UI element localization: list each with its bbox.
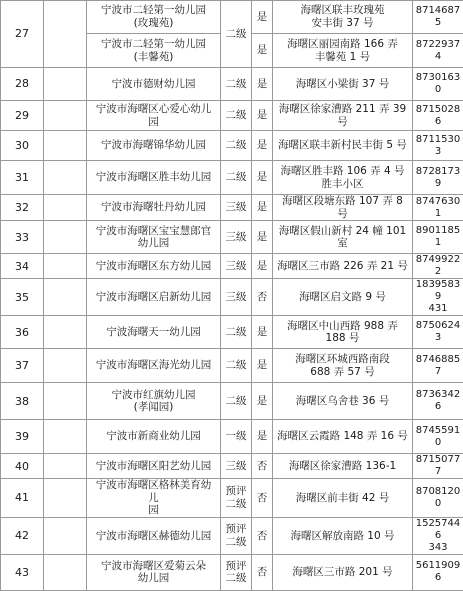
address: 海曙区解放南路 10 号 xyxy=(273,517,413,554)
inclusive-flag: 是 xyxy=(252,316,273,349)
row-number: 43 xyxy=(1,554,44,590)
row-number: 35 xyxy=(1,279,44,316)
table-row xyxy=(1,254,463,279)
kindergarten-name: 宁波市二轻第一幼儿园 (玫瑰苑) xyxy=(87,1,221,34)
kindergarten-level: 三级 xyxy=(221,221,252,254)
kindergarten-name: 宁波市海曙区胜丰幼儿园 xyxy=(87,161,221,195)
phone-number: 87146875 xyxy=(413,1,463,34)
phone-number: 87150777 xyxy=(413,454,463,479)
phone-number: 87499222 xyxy=(413,254,463,279)
address: 海曙区段塘东路 107 弄 8 号 xyxy=(273,195,413,221)
table-row xyxy=(1,316,463,349)
address: 海曙区环城西路南段 688 弄 57 号 xyxy=(273,349,413,383)
table-row xyxy=(1,131,463,161)
blank-column xyxy=(44,554,87,590)
row-number: 38 xyxy=(1,383,44,420)
inclusive-flag: 是 xyxy=(252,131,273,161)
phone-number: 87476301 xyxy=(413,195,463,221)
address: 海曙区小梁街 37 号 xyxy=(273,68,413,101)
blank-column xyxy=(44,479,87,518)
phone-number: 56119096 xyxy=(413,554,463,590)
address: 海曙区云霞路 148 弄 16 号 xyxy=(273,420,413,454)
phone-number: 87150286 xyxy=(413,101,463,131)
row-number: 28 xyxy=(1,68,44,101)
phone-number: 89011851 xyxy=(413,221,463,254)
address: 海曙区联丰新村民丰街 5 号 xyxy=(273,131,413,161)
inclusive-flag: 是 xyxy=(252,221,273,254)
phone-number: 18395839 431 xyxy=(413,279,463,316)
kindergarten-level: 二级 xyxy=(221,161,252,195)
inclusive-flag: 否 xyxy=(252,454,273,479)
blank-column xyxy=(44,1,87,68)
address: 海曙区前丰街 42 号 xyxy=(273,479,413,518)
kindergarten-name: 宁波市海曙区心爱心幼儿园 xyxy=(87,101,221,131)
address: 海曙区三市路 201 号 xyxy=(273,554,413,590)
kindergarten-level: 三级 xyxy=(221,254,252,279)
table-row xyxy=(1,101,463,131)
blank-column xyxy=(44,316,87,349)
inclusive-flag: 否 xyxy=(252,517,273,554)
address: 海曙区启文路 9 号 xyxy=(273,279,413,316)
phone-number: 87281739 xyxy=(413,161,463,195)
blank-column xyxy=(44,420,87,454)
row-number: 37 xyxy=(1,349,44,383)
blank-column xyxy=(44,131,87,161)
table-row xyxy=(1,1,463,34)
kindergarten-level: 一级 xyxy=(221,420,252,454)
address: 海曙区乌舍巷 36 号 xyxy=(273,383,413,420)
inclusive-flag: 否 xyxy=(252,554,273,590)
table-row xyxy=(1,383,463,420)
kindergarten-level: 二级 xyxy=(221,101,252,131)
inclusive-flag: 是 xyxy=(252,349,273,383)
inclusive-flag: 否 xyxy=(252,479,273,518)
table-row xyxy=(1,349,463,383)
table-row xyxy=(1,279,463,316)
phone-number: 87229374 xyxy=(413,34,463,68)
row-number: 34 xyxy=(1,254,44,279)
blank-column xyxy=(44,221,87,254)
kindergarten-name: 宁波市新商业幼儿园 xyxy=(87,420,221,454)
phone-number: 87468857 xyxy=(413,349,463,383)
inclusive-flag: 否 xyxy=(252,279,273,316)
kindergarten-name: 宁波市二轻第一幼儿园 (丰馨苑) xyxy=(87,34,221,68)
address: 海曙区联丰玫瑰苑 安丰街 37 号 xyxy=(273,1,413,34)
kindergarten-level: 二级 xyxy=(221,383,252,420)
address: 海曙区假山新村 24 幢 101 室 xyxy=(273,221,413,254)
row-number: 41 xyxy=(1,479,44,518)
phone-number: 87363426 xyxy=(413,383,463,420)
kindergarten-name: 宁波海曙天一幼儿园 xyxy=(87,316,221,349)
row-number: 32 xyxy=(1,195,44,221)
kindergarten-name: 宁波市海曙区格林美育幼儿 园 xyxy=(87,479,221,518)
address: 海曙区徐家漕路 211 弄 39 号 xyxy=(273,101,413,131)
row-number: 40 xyxy=(1,454,44,479)
kindergarten-name: 宁波市海曙区爱菊云朵 幼儿园 xyxy=(87,554,221,590)
inclusive-flag: 是 xyxy=(252,195,273,221)
kindergarten-level: 预评 二级 xyxy=(221,479,252,518)
row-number: 29 xyxy=(1,101,44,131)
phone-number: 87301630 xyxy=(413,68,463,101)
blank-column xyxy=(44,101,87,131)
table-row xyxy=(1,221,463,254)
inclusive-flag: 是 xyxy=(252,101,273,131)
kindergarten-level: 三级 xyxy=(221,454,252,479)
inclusive-flag: 是 xyxy=(252,420,273,454)
kindergarten-name: 宁波市海曙锦华幼儿园 xyxy=(87,131,221,161)
inclusive-flag: 是 xyxy=(252,254,273,279)
blank-column xyxy=(44,161,87,195)
row-number: 36 xyxy=(1,316,44,349)
table-row xyxy=(1,420,463,454)
phone-number: 87115303 xyxy=(413,131,463,161)
table-row xyxy=(1,454,463,479)
kindergarten-name: 宁波市德财幼儿园 xyxy=(87,68,221,101)
blank-column xyxy=(44,517,87,554)
table-row xyxy=(1,517,463,554)
inclusive-flag: 是 xyxy=(252,1,273,34)
kindergarten-level: 二级 xyxy=(221,1,252,68)
inclusive-flag: 是 xyxy=(252,383,273,420)
table-row xyxy=(1,195,463,221)
kindergarten-name: 宁波市海曙区海光幼儿园 xyxy=(87,349,221,383)
kindergarten-level: 二级 xyxy=(221,131,252,161)
kindergarten-level: 三级 xyxy=(221,279,252,316)
kindergarten-level: 预评 二级 xyxy=(221,554,252,590)
kindergarten-name: 宁波市海曙区阳艺幼儿园 xyxy=(87,454,221,479)
kindergarten-level: 二级 xyxy=(221,316,252,349)
kindergarten-name: 宁波市海曙牡丹幼儿园 xyxy=(87,195,221,221)
phone-number: 87506243 xyxy=(413,316,463,349)
blank-column xyxy=(44,254,87,279)
kindergarten-level: 预评 二级 xyxy=(221,517,252,554)
address: 海曙区胜丰路 106 弄 4 号 胜丰小区 xyxy=(273,161,413,195)
row-number: 33 xyxy=(1,221,44,254)
kindergarten-level: 二级 xyxy=(221,349,252,383)
table-row xyxy=(1,68,463,101)
kindergarten-name: 宁波市红旗幼儿园 (孝闻园) xyxy=(87,383,221,420)
table-row xyxy=(1,479,463,518)
table-row xyxy=(1,161,463,195)
inclusive-flag: 是 xyxy=(252,161,273,195)
kindergarten-name: 宁波市海曙区启新幼儿园 xyxy=(87,279,221,316)
table-row xyxy=(1,554,463,590)
blank-column xyxy=(44,195,87,221)
row-number: 39 xyxy=(1,420,44,454)
inclusive-flag: 是 xyxy=(252,68,273,101)
row-number: 31 xyxy=(1,161,44,195)
kindergarten-name: 宁波市海曙区东方幼儿园 xyxy=(87,254,221,279)
kindergarten-level: 二级 xyxy=(221,68,252,101)
kindergarten-name: 宁波市海曙区宝宝慧郎官 幼儿园 xyxy=(87,221,221,254)
blank-column xyxy=(44,349,87,383)
blank-column xyxy=(44,454,87,479)
blank-column xyxy=(44,68,87,101)
address: 海曙区丽园南路 166 弄 丰馨苑 1 号 xyxy=(273,34,413,68)
blank-column xyxy=(44,383,87,420)
blank-column xyxy=(44,279,87,316)
kindergarten-name: 宁波市海曙区赫德幼儿园 xyxy=(87,517,221,554)
row-number: 27 xyxy=(1,1,44,68)
phone-number: 15257446 343 xyxy=(413,517,463,554)
kindergarten-level: 三级 xyxy=(221,195,252,221)
row-number: 42 xyxy=(1,517,44,554)
address: 海曙区三市路 226 弄 21 号 xyxy=(273,254,413,279)
phone-number: 87455910 xyxy=(413,420,463,454)
row-number: 30 xyxy=(1,131,44,161)
inclusive-flag: 是 xyxy=(252,34,273,68)
address: 海曙区徐家漕路 136-1 xyxy=(273,454,413,479)
phone-number: 87081200 xyxy=(413,479,463,518)
address: 海曙区中山西路 988 弄 188 号 xyxy=(273,316,413,349)
